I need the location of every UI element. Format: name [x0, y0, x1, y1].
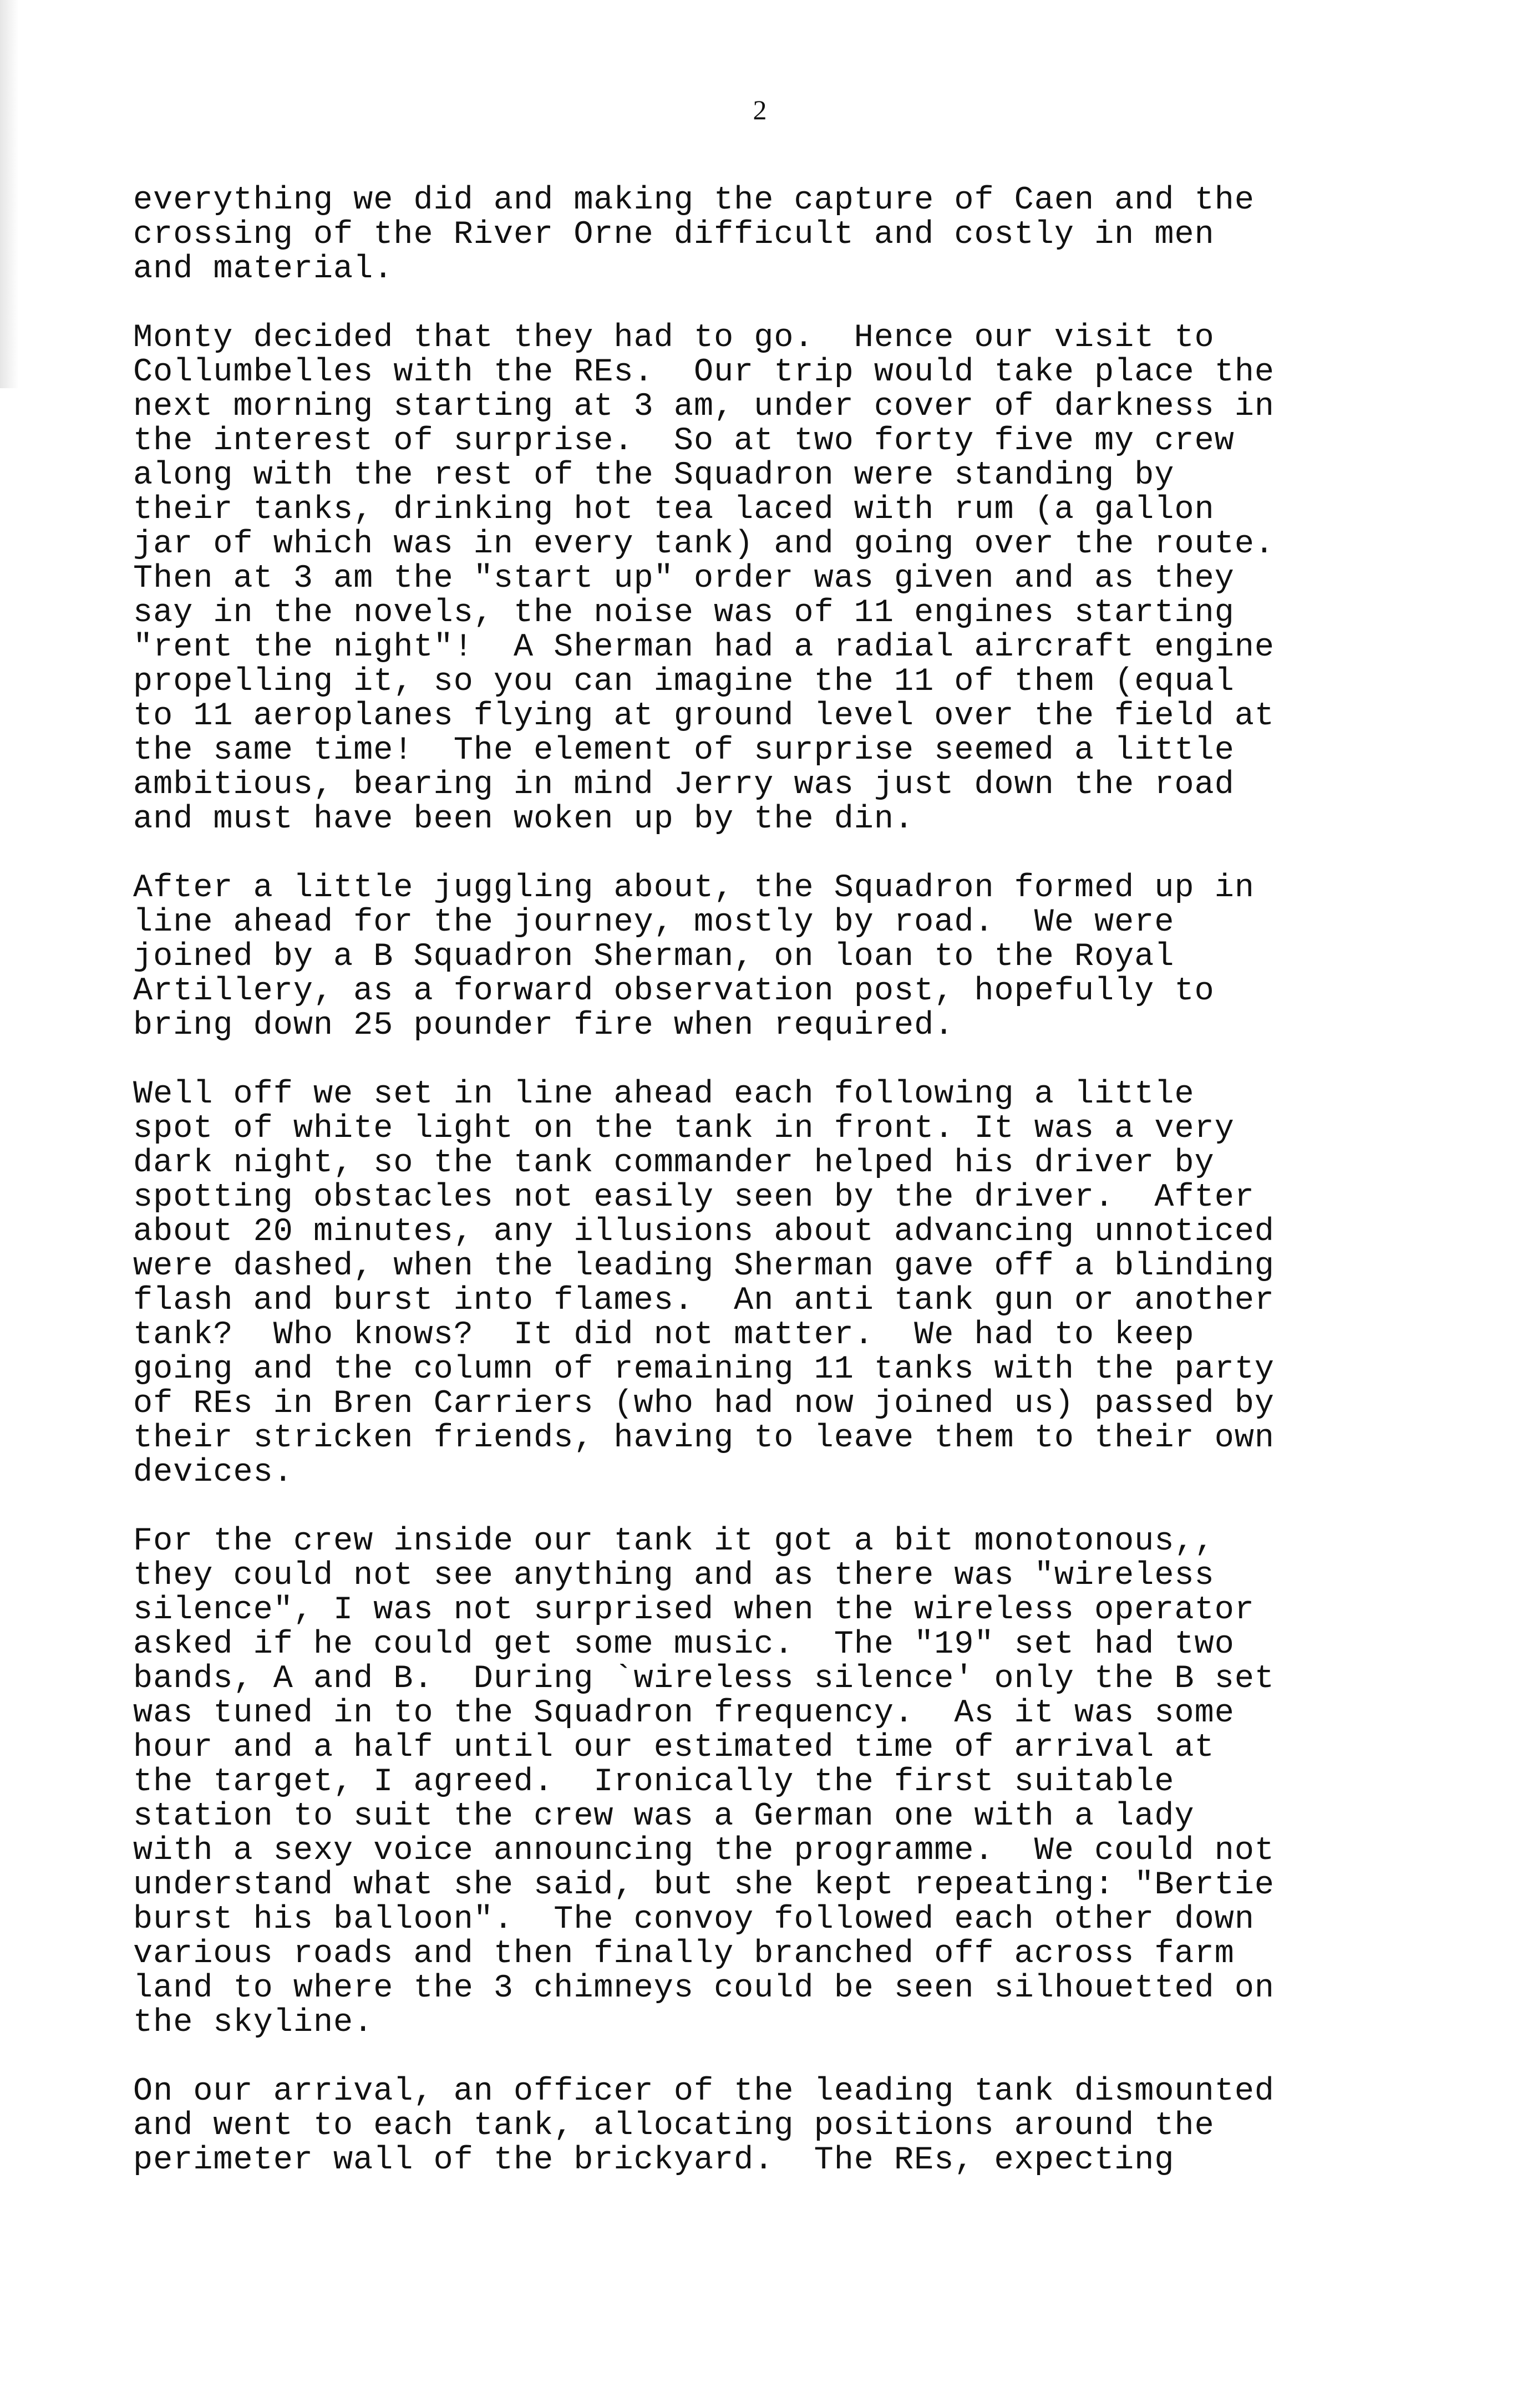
text-line: Monty decided that they had to go. Hence our visit to	[133, 319, 1215, 356]
text-line: On our arrival, an officer of the leading tank dismounted	[133, 2072, 1275, 2110]
text-line: Collumbelles with the REs. Our trip would take place the	[133, 353, 1275, 390]
text-line: going and the column of remaining 11 tanks with the party	[133, 1350, 1275, 1388]
paragraph	[133, 321, 1431, 836]
text-line: the interest of surprise. So at two forty five my crew	[133, 422, 1235, 459]
text-line: hour and a half until our estimated time of arrival at	[133, 1729, 1215, 1766]
text-line: the same time! The element of surprise seemed a little	[133, 731, 1235, 769]
text-line: "rent the night"! A Sherman had a radial aircraft engine	[133, 628, 1275, 665]
text-line: dark night, so the tank commander helped his driver by	[133, 1144, 1215, 1181]
text-line: line ahead for the journey, mostly by road. We were	[133, 903, 1175, 941]
text-line: Then at 3 am the "start up" order was given and as they	[133, 560, 1235, 597]
text-line: jar of which was in every tank) and going over the route.	[133, 525, 1275, 562]
text-line: Artillery, as a forward observation post, hopefully to	[133, 972, 1215, 1009]
text-line: For the crew inside our tank it got a bit monotonous,,	[133, 1522, 1215, 1559]
text-line: bands, A and B. During `wireless silence' only the B set	[133, 1660, 1275, 1697]
text-line: asked if he could get some music. The "19" set had two	[133, 1625, 1235, 1663]
text-line: along with the rest of the Squadron were standing by	[133, 456, 1175, 494]
scan-edge-shadow	[0, 0, 19, 388]
text-line: they could not see anything and as there was "wireless	[133, 1557, 1215, 1594]
text-line: and went to each tank, allocating positions around the	[133, 2107, 1215, 2144]
text-line: crossing of the River Orne difficult and costly in men	[133, 216, 1215, 253]
text-line: ambitious, bearing in mind Jerry was just down the road	[133, 766, 1235, 803]
text-line: understand what she said, but she kept repeating: "Bertie	[133, 1866, 1275, 1903]
text-line: and material.	[133, 250, 394, 287]
text-line: various roads and then finally branched off across farm	[133, 1935, 1235, 1972]
text-line: devices.	[133, 1454, 293, 1491]
text-line: their stricken friends, having to leave them to their own	[133, 1419, 1275, 1456]
page-number: 2	[753, 94, 767, 125]
text-line: the target, I agreed. Ironically the first suitable	[133, 1763, 1175, 1800]
paragraph	[133, 1077, 1431, 1490]
text-line: silence", I was not surprised when the wireless operator	[133, 1591, 1255, 1628]
text-line: bring down 25 pounder fire when required.	[133, 1007, 955, 1044]
text-line: Well off we set in line ahead each following a little	[133, 1075, 1195, 1112]
body-text	[133, 183, 1431, 2212]
text-line: tank? Who knows? It did not matter. We had to keep	[133, 1316, 1195, 1353]
text-line: burst his balloon". The convoy followed each other down	[133, 1901, 1255, 1938]
text-line: were dashed, when the leading Sherman gave off a blinding	[133, 1247, 1275, 1284]
text-line: to 11 aeroplanes flying at ground level over the field at	[133, 697, 1275, 734]
paragraph	[133, 871, 1431, 1043]
text-line: land to where the 3 chimneys could be seen silhouetted on	[133, 1969, 1275, 2006]
text-line: about 20 minutes, any illusions about advancing unnoticed	[133, 1213, 1275, 1250]
paragraph	[133, 1524, 1431, 2040]
text-line: After a little juggling about, the Squadron formed up in	[133, 869, 1255, 906]
text-line: station to suit the crew was a German one with a lady	[133, 1797, 1195, 1835]
text-line: propelling it, so you can imagine the 11 of them (equal	[133, 663, 1235, 700]
text-line: everything we did and making the capture of Caen and the	[133, 181, 1255, 219]
text-line: joined by a B Squadron Sherman, on loan to the Royal	[133, 938, 1175, 975]
text-line: next morning starting at 3 am, under cover of darkness in	[133, 388, 1275, 425]
paragraph	[133, 2074, 1431, 2177]
text-line: with a sexy voice announcing the programme. We could not	[133, 1832, 1275, 1869]
text-line: of REs in Bren Carriers (who had now joined us) passed by	[133, 1385, 1275, 1422]
text-line: and must have been woken up by the din.	[133, 800, 915, 837]
text-line: say in the novels, the noise was of 11 engines starting	[133, 594, 1235, 631]
text-line: flash and burst into flames. An anti tank gun or another	[133, 1282, 1275, 1319]
text-line: spotting obstacles not easily seen by the driver. After	[133, 1178, 1255, 1216]
paragraph	[133, 183, 1431, 286]
text-line: the skyline.	[133, 2004, 374, 2041]
text-line: was tuned in to the Squadron frequency. As it was some	[133, 1694, 1235, 1731]
text-line: their tanks, drinking hot tea laced with rum (a gallon	[133, 491, 1215, 528]
text-line: spot of white light on the tank in front. It was a very	[133, 1110, 1235, 1147]
text-line: perimeter wall of the brickyard. The REs, expecting	[133, 2141, 1175, 2178]
